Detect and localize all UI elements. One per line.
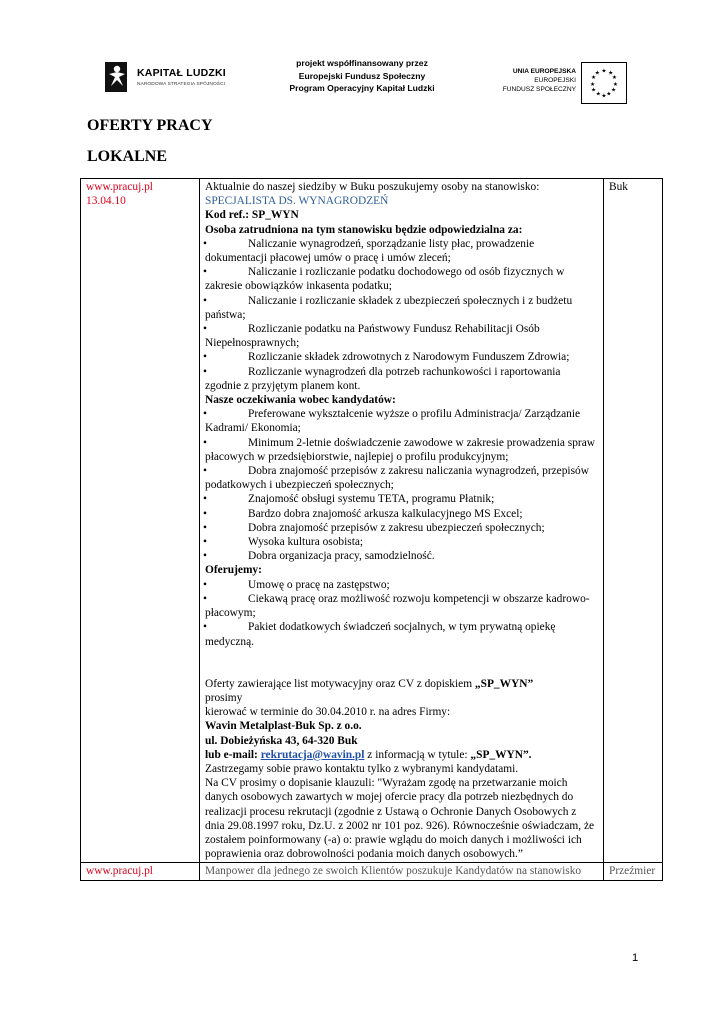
offer-source[interactable]: www.pracuj.pl bbox=[86, 181, 153, 193]
offer-details-cell bbox=[200, 863, 604, 880]
offer-location: Buk bbox=[609, 181, 628, 193]
svg-text:★: ★ bbox=[611, 75, 618, 82]
eu-flag-icon bbox=[581, 62, 627, 104]
kapital-ludzki-mark-icon bbox=[104, 58, 130, 94]
list-item: • Naliczanie i rozliczanie składek z ubezpieczeń społecznych i z budżetu państwa; bbox=[205, 294, 598, 322]
list-item: • Rozliczanie podatku na Państwowy Fundusz Rehabilitacji Osób Niepełnosprawnych; bbox=[205, 322, 598, 350]
offer-source-cell bbox=[81, 863, 200, 880]
svg-text:★: ★ bbox=[606, 91, 612, 98]
apply-deadline: kierować w terminie do 30.04.2010 r. na adres Firmy: bbox=[205, 706, 451, 719]
offer-source[interactable]: www.pracuj.pl bbox=[86, 865, 153, 878]
svg-text:★: ★ bbox=[608, 70, 614, 77]
email-line bbox=[205, 748, 598, 762]
email-link[interactable]: rekrutacja@wavin.pl bbox=[260, 748, 365, 761]
table-row bbox=[81, 179, 663, 863]
kapital-ludzki-logo bbox=[104, 58, 234, 96]
svg-text:★: ★ bbox=[590, 87, 597, 94]
apply-tag: „SP_WYN” bbox=[474, 677, 534, 690]
offer-ref: Kod ref.: SP_WYN bbox=[205, 209, 299, 222]
apply-prosimy: prosimy bbox=[205, 691, 243, 704]
svg-text:★: ★ bbox=[610, 87, 617, 94]
document-title: OFERTY PRACY bbox=[87, 117, 213, 134]
privacy-clause: Na CV prosimy o dopisanie klauzuli: "Wyrażam zgodę na przetwarzanie moich danych osobowych zawartych w mojej ofercie pracy dla potrzeb niezbędnych do realizacji procesu rekrutacji (zgodnie z Ustawą o Ochronie Danych Osobowych z dnia 29.08.1997 roku, Dz.U. z 2002 nr 101 poz. 926). Równocześnie oświadczam, że zostałem poinformowany (-a) o: prawie wglądu do moich danych i możliwości ich poprawienia oraz dobrowolności podania moich danych osobowych.” bbox=[205, 777, 595, 861]
offers-table bbox=[80, 178, 663, 881]
svg-text:★: ★ bbox=[590, 75, 597, 82]
offer-date: 13.04.10 bbox=[86, 195, 126, 208]
eu-line: EUROPEJSKI bbox=[534, 77, 576, 84]
list-item: • Rozliczanie składek zdrowotnych z Narodowym Funduszem Zdrowia; bbox=[205, 350, 598, 364]
svg-text:★: ★ bbox=[612, 81, 618, 88]
apply-text: Oferty zawierające list motywacyjny oraz CV z dopiskiem bbox=[205, 677, 473, 690]
offer-location-cell bbox=[604, 863, 663, 880]
offer-details-cell bbox=[200, 179, 604, 863]
list-item: • Minimum 2-letnie doświadczenie zawodowe w zakresie prowadzenia spraw płacowych w przedsiębiorstwie, najlepiej o profilu produkcyjnym; bbox=[205, 436, 598, 464]
list-item: • Bardzo dobra znajomość arkusza kalkulacyjnego MS Excel; bbox=[205, 507, 598, 521]
list-item: • Umowę o pracę na zastępstwo; bbox=[205, 578, 598, 592]
offer-position: SPECJALISTA DS. WYNAGRODZEŃ bbox=[205, 195, 389, 208]
list-item: • Naliczanie wynagrodzeń, sporządzanie listy płac, prowadzenie dokumentacji płacowej umów o pracę i umów zleceń; bbox=[205, 237, 598, 265]
company-name: Wavin Metalplast-Buk Sp. z o.o. bbox=[205, 720, 362, 733]
offer-location-cell bbox=[604, 179, 663, 863]
requirements-list bbox=[205, 407, 598, 563]
benefits-heading: Oferujemy: bbox=[205, 564, 262, 577]
project-line: projekt współfinansowany przez bbox=[296, 58, 428, 68]
responsibilities-heading: Osoba zatrudniona na tym stanowisku będzie odpowiedzialna za: bbox=[205, 223, 523, 236]
kapital-ludzki-subtitle: NARODOWA STRATEGIA SPÓJNOŚCI bbox=[137, 82, 226, 87]
svg-text:★: ★ bbox=[595, 91, 601, 98]
svg-text:★: ★ bbox=[601, 68, 607, 75]
list-item: • Dobra organizacja pracy, samodzielność. bbox=[205, 549, 598, 563]
spacer bbox=[205, 649, 598, 677]
list-item: • Pakiet dodatkowych świadczeń socjalnych, w tym prywatną opiekę medyczną. bbox=[205, 620, 598, 648]
document-subtitle: LOKALNE bbox=[87, 148, 168, 165]
table-row bbox=[81, 863, 663, 880]
eu-fund-text bbox=[494, 67, 576, 94]
email-tag: „SP_WYN”. bbox=[470, 748, 532, 761]
email-label: lub e-mail: bbox=[205, 748, 258, 761]
eu-line: UNIA EUROPEJSKA bbox=[512, 68, 576, 75]
offer-location: Przeźmier bbox=[609, 865, 656, 878]
svg-text:★: ★ bbox=[594, 70, 600, 77]
requirements-heading: Nasze oczekiwania wobec kandydatów: bbox=[205, 394, 396, 407]
page-number: 1 bbox=[632, 952, 639, 964]
responsibilities-list bbox=[205, 237, 598, 393]
apply-instructions bbox=[205, 677, 598, 691]
company-address: ul. Dobieżyńska 43, 64-320 Buk bbox=[205, 734, 358, 747]
offer-text: Manpower dla jednego ze swoich Klientów poszukuje Kandydatów na stanowisko bbox=[205, 865, 582, 878]
offer-intro: Aktualnie do naszej siedziby w Buku poszukujemy osoby na stanowisko: bbox=[205, 181, 540, 193]
svg-text:★: ★ bbox=[601, 93, 607, 100]
email-suffix: z informacją w tytule: bbox=[367, 748, 468, 761]
contact-note: Zastrzegamy sobie prawo kontaktu tylko z wybranymi kandydatami. bbox=[205, 762, 519, 775]
list-item: • Rozliczanie wynagrodzeń dla potrzeb rachunkowości i raportowania zgodnie z przyjętym planem kont. bbox=[205, 365, 598, 393]
list-item: • Dobra znajomość przepisów z zakresu ubezpieczeń społecznych; bbox=[205, 521, 598, 535]
project-cofinancing-text bbox=[262, 57, 462, 95]
list-item: • Ciekawą pracę oraz możliwość rozwoju kompetencji w obszarze kadrowo-płacowym; bbox=[205, 592, 598, 620]
eu-stars-icon bbox=[582, 63, 626, 103]
page-header bbox=[0, 0, 725, 110]
eu-line: FUNDUSZ SPOŁECZNY bbox=[502, 86, 576, 93]
list-item: • Wysoka kultura osobista; bbox=[205, 535, 598, 549]
project-line: Europejski Fundusz Społeczny bbox=[298, 70, 426, 81]
kapital-ludzki-title: KAPITAŁ LUDZKI bbox=[137, 67, 226, 79]
list-item: • Naliczanie i rozliczanie podatku dochodowego od osób fizycznych w zakresie obowiązków inkasenta podatku; bbox=[205, 265, 598, 293]
offer-source-cell bbox=[81, 179, 200, 863]
list-item: • Znajomość obsługi systemu TETA, programu Płatnik; bbox=[205, 492, 598, 506]
list-item: • Preferowane wykształcenie wyższe o profilu Administracja/ Zarządzanie Kadrami/ Ekonomia; bbox=[205, 407, 598, 435]
list-item: • Dobra znajomość przepisów z zakresu naliczania wynagrodzeń, przepisów podatkowych i ubezpieczeń społecznych; bbox=[205, 464, 598, 492]
svg-text:★: ★ bbox=[590, 81, 596, 88]
benefits-list bbox=[205, 578, 598, 649]
project-line: Program Operacyjny Kapitał Ludzki bbox=[289, 83, 435, 93]
